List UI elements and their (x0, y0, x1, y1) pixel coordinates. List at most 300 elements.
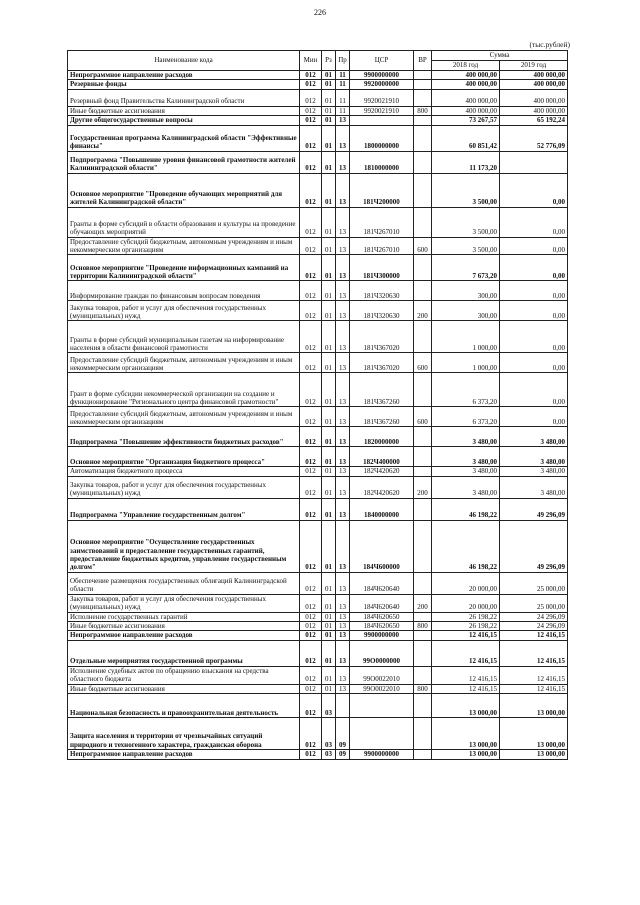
cell-min: 012 (300, 71, 322, 80)
cell-pr: 11 (336, 89, 350, 106)
cell-rz: 01 (322, 427, 336, 447)
cell-vr (414, 373, 432, 407)
cell-vr (414, 80, 432, 89)
cell-name: Непрограммное направление расходов (68, 750, 300, 759)
cell-csr: 184Ч620650 (350, 622, 414, 631)
cell-vr: 600 (414, 353, 432, 373)
header-pr: Пр (336, 51, 350, 71)
cell-pr: 13 (336, 622, 350, 631)
cell-2018: 73 267,57 (432, 116, 500, 125)
cell-2019: 13 000,00 (500, 694, 568, 718)
cell-csr (350, 694, 414, 718)
cell-min: 012 (300, 718, 322, 750)
unit-note: (тыс.рублей) (529, 40, 570, 49)
cell-2018: 3 500,00 (432, 173, 500, 207)
cell-pr: 13 (336, 572, 350, 594)
cell-pr (336, 694, 350, 718)
cell-2019: 25 000,00 (500, 594, 568, 612)
cell-2019: 12 416,15 (500, 640, 568, 666)
cell-min: 012 (300, 631, 322, 640)
cell-min: 012 (300, 237, 322, 255)
cell-min: 012 (300, 407, 322, 427)
cell-vr (414, 520, 432, 572)
cell-name: Иные бюджетные ассигнования (68, 684, 300, 693)
cell-vr (414, 631, 432, 640)
cell-csr: 181Ч300000 (350, 255, 414, 281)
table-row (68, 476, 568, 498)
cell-min: 012 (300, 207, 322, 237)
cell-pr: 13 (336, 151, 350, 173)
cell-min: 012 (300, 125, 322, 151)
table-row (68, 173, 568, 207)
cell-min: 012 (300, 467, 322, 476)
cell-csr: 184Ч600000 (350, 520, 414, 572)
cell-2019 (500, 151, 568, 173)
cell-2018: 400 000,00 (432, 106, 500, 115)
cell-rz: 01 (322, 281, 336, 301)
table-row (68, 353, 568, 373)
cell-2019: 12 416,15 (500, 666, 568, 684)
table-row (68, 373, 568, 407)
cell-rz: 01 (322, 498, 336, 520)
cell-2018: 20 000,00 (432, 572, 500, 594)
cell-rz: 01 (322, 666, 336, 684)
cell-pr: 13 (336, 684, 350, 693)
cell-min: 012 (300, 116, 322, 125)
cell-2018: 12 416,15 (432, 684, 500, 693)
cell-min: 012 (300, 640, 322, 666)
cell-name: Предоставление субсидий бюджетным, автономным учреждениям и иным некоммерческим организациям (68, 237, 300, 255)
cell-vr (414, 666, 432, 684)
cell-min: 012 (300, 106, 322, 115)
cell-csr: 181Ч367020 (350, 321, 414, 353)
cell-vr: 800 (414, 106, 432, 115)
cell-vr (414, 750, 432, 759)
budget-table (67, 50, 568, 760)
cell-csr: 9900000000 (350, 750, 414, 759)
cell-rz: 01 (322, 640, 336, 666)
cell-pr: 13 (336, 520, 350, 572)
cell-csr: 1840000000 (350, 498, 414, 520)
table-row (68, 572, 568, 594)
cell-name: Гранты в форме субсидий муниципальным газетам на информирование населения в области финансовой грамотности (68, 321, 300, 353)
cell-vr (414, 116, 432, 125)
cell-name: Подпрограмма "Повышение эффективности бюджетных расходов" (68, 427, 300, 447)
cell-name: Закупка товаров, работ и услуг для обеспечения государственных (муниципальных) нужд (68, 594, 300, 612)
cell-pr: 13 (336, 476, 350, 498)
cell-rz: 01 (322, 116, 336, 125)
cell-2018: 12 416,15 (432, 631, 500, 640)
cell-csr: 181Ч320630 (350, 301, 414, 321)
cell-pr: 13 (336, 255, 350, 281)
cell-pr: 13 (336, 666, 350, 684)
table-row (68, 750, 568, 759)
cell-pr: 13 (336, 173, 350, 207)
table-row (68, 80, 568, 89)
cell-2018: 300,00 (432, 301, 500, 321)
cell-vr (414, 612, 432, 621)
cell-rz: 01 (322, 255, 336, 281)
cell-2019: 0,00 (500, 353, 568, 373)
table-row (68, 116, 568, 125)
cell-min: 012 (300, 750, 322, 759)
cell-name: Автоматизация бюджетного процесса (68, 467, 300, 476)
cell-vr (414, 640, 432, 666)
table-row (68, 207, 568, 237)
cell-rz: 01 (322, 353, 336, 373)
cell-2019: 0,00 (500, 301, 568, 321)
cell-rz: 01 (322, 106, 336, 115)
cell-min: 012 (300, 694, 322, 718)
table-row (68, 520, 568, 572)
cell-min: 012 (300, 612, 322, 621)
cell-2019: 3 480,00 (500, 427, 568, 447)
cell-pr: 11 (336, 106, 350, 115)
header-rz: Рз (322, 51, 336, 71)
cell-2018: 60 851,42 (432, 125, 500, 151)
cell-pr: 11 (336, 80, 350, 89)
table-row (68, 666, 568, 684)
cell-csr: 181Ч200000 (350, 173, 414, 207)
cell-2018: 7 673,20 (432, 255, 500, 281)
cell-pr: 13 (336, 237, 350, 255)
cell-rz: 01 (322, 684, 336, 693)
cell-pr: 13 (336, 281, 350, 301)
cell-rz: 01 (322, 447, 336, 467)
cell-name: Исполнение государственных гарантий (68, 612, 300, 621)
cell-2018: 13 000,00 (432, 694, 500, 718)
header-csr: ЦСР (350, 51, 414, 71)
cell-rz: 01 (322, 151, 336, 173)
cell-csr: 99O0022010 (350, 684, 414, 693)
cell-rz: 01 (322, 89, 336, 106)
cell-vr: 800 (414, 622, 432, 631)
table-row (68, 447, 568, 467)
cell-name: Иные бюджетные ассигнования (68, 106, 300, 115)
cell-2018: 3 480,00 (432, 447, 500, 467)
cell-name: Защита населения и территории от чрезвычайных ситуаций природного и техногенного характера, гражданская оборона (68, 718, 300, 750)
cell-rz: 03 (322, 750, 336, 759)
cell-pr: 13 (336, 612, 350, 621)
cell-name: Непрограммное направление расходов (68, 631, 300, 640)
cell-2018: 13 000,00 (432, 718, 500, 750)
cell-csr: 182Ч400000 (350, 447, 414, 467)
cell-2019: 400 000,00 (500, 89, 568, 106)
cell-vr (414, 427, 432, 447)
cell-2019: 400 000,00 (500, 106, 568, 115)
cell-csr: 181Ч267010 (350, 237, 414, 255)
cell-pr: 13 (336, 321, 350, 353)
cell-rz: 01 (322, 476, 336, 498)
cell-2018: 6 373,20 (432, 373, 500, 407)
cell-csr: 184Ч620650 (350, 612, 414, 621)
cell-csr: 99O0022010 (350, 666, 414, 684)
table-row (68, 321, 568, 353)
cell-csr: 181Ч267010 (350, 207, 414, 237)
table-row (68, 255, 568, 281)
cell-2019: 12 416,15 (500, 631, 568, 640)
table-row (68, 622, 568, 631)
table-row (68, 612, 568, 621)
cell-2019: 0,00 (500, 255, 568, 281)
cell-2018: 26 198,22 (432, 622, 500, 631)
cell-min: 012 (300, 498, 322, 520)
cell-name: Гранты в форме субсидий в области образования и культуры на проведение обучающих мероприятий (68, 207, 300, 237)
cell-name: Информирование граждан по финансовым вопросам поведения (68, 281, 300, 301)
cell-pr: 13 (336, 594, 350, 612)
cell-2018: 400 000,00 (432, 80, 500, 89)
page-number: 226 (314, 8, 326, 17)
cell-pr: 13 (336, 640, 350, 666)
cell-name: Основное мероприятие "Проведение информационных кампаний на территории Калининградской области" (68, 255, 300, 281)
cell-pr: 13 (336, 427, 350, 447)
cell-name: Подпрограмма "Управление государственным долгом" (68, 498, 300, 520)
cell-min: 012 (300, 666, 322, 684)
cell-2018: 3 480,00 (432, 467, 500, 476)
cell-2019: 400 000,00 (500, 71, 568, 80)
table-row (68, 718, 568, 750)
cell-pr: 13 (336, 467, 350, 476)
cell-pr: 13 (336, 207, 350, 237)
table-row (68, 106, 568, 115)
header-sum: Сумма (432, 51, 568, 61)
cell-csr: 1820000000 (350, 427, 414, 447)
cell-min: 012 (300, 321, 322, 353)
cell-csr: 9900000000 (350, 631, 414, 640)
cell-2018: 12 416,15 (432, 666, 500, 684)
cell-name: Иные бюджетные ассигнования (68, 622, 300, 631)
cell-min: 012 (300, 447, 322, 467)
table-row (68, 237, 568, 255)
table-row (68, 125, 568, 151)
cell-name: Основное мероприятие "Проведение обучающих мероприятий для жителей Калининградской области" (68, 173, 300, 207)
cell-pr: 13 (336, 301, 350, 321)
cell-2018: 12 416,15 (432, 640, 500, 666)
cell-csr (350, 718, 414, 750)
cell-rz: 01 (322, 467, 336, 476)
cell-name: Основное мероприятие "Осуществление государственных заимствований и предоставление государственных гарантий, предоставление бюджетных кредитов, управление государственным долгом" (68, 520, 300, 572)
cell-2018: 46 198,22 (432, 520, 500, 572)
cell-name: Обеспечение размещения государственных облигаций Калининградской области (68, 572, 300, 594)
cell-2019: 3 480,00 (500, 476, 568, 498)
cell-vr: 200 (414, 476, 432, 498)
cell-2019: 24 296,09 (500, 622, 568, 631)
cell-vr (414, 125, 432, 151)
table-row (68, 631, 568, 640)
cell-pr: 13 (336, 353, 350, 373)
header-vr: ВР (414, 51, 432, 71)
cell-2019: 49 296,09 (500, 498, 568, 520)
table-row (68, 640, 568, 666)
table-body (68, 71, 568, 760)
cell-2018: 6 373,20 (432, 407, 500, 427)
cell-vr (414, 255, 432, 281)
cell-2019: 3 480,00 (500, 447, 568, 467)
cell-csr: 1800000000 (350, 125, 414, 151)
cell-2018: 400 000,00 (432, 89, 500, 106)
cell-csr: 184Ч620640 (350, 572, 414, 594)
cell-2019: 13 000,00 (500, 750, 568, 759)
cell-rz: 01 (322, 407, 336, 427)
table-row (68, 594, 568, 612)
cell-csr: 182Ч420620 (350, 476, 414, 498)
cell-2019: 12 416,15 (500, 684, 568, 693)
cell-pr: 13 (336, 125, 350, 151)
cell-vr (414, 281, 432, 301)
cell-pr: 13 (336, 447, 350, 467)
cell-min: 012 (300, 476, 322, 498)
cell-rz: 01 (322, 80, 336, 89)
cell-vr (414, 447, 432, 467)
cell-2019: 0,00 (500, 321, 568, 353)
cell-vr: 600 (414, 407, 432, 427)
cell-2019: 25 000,00 (500, 572, 568, 594)
cell-vr (414, 173, 432, 207)
cell-name: Предоставление субсидий бюджетным, автономным учреждениям и иным некоммерческим организациям (68, 407, 300, 427)
cell-min: 012 (300, 173, 322, 207)
cell-min: 012 (300, 572, 322, 594)
cell-min: 012 (300, 427, 322, 447)
cell-vr (414, 71, 432, 80)
cell-2019: 24 296,09 (500, 612, 568, 621)
cell-csr: 9920021910 (350, 106, 414, 115)
cell-2018: 20 000,00 (432, 594, 500, 612)
cell-vr (414, 151, 432, 173)
cell-name: Непрограммное направление расходов (68, 71, 300, 80)
cell-min: 012 (300, 281, 322, 301)
cell-vr: 200 (414, 301, 432, 321)
cell-pr: 13 (336, 116, 350, 125)
cell-min: 012 (300, 80, 322, 89)
cell-2018: 11 173,20 (432, 151, 500, 173)
header-name: Наименование кода (68, 51, 300, 71)
cell-rz: 01 (322, 237, 336, 255)
cell-rz: 01 (322, 373, 336, 407)
table-row (68, 151, 568, 173)
cell-name: Отдельные мероприятия государственной программы (68, 640, 300, 666)
cell-rz: 01 (322, 631, 336, 640)
cell-pr: 13 (336, 407, 350, 427)
cell-min: 012 (300, 373, 322, 407)
cell-csr (350, 116, 414, 125)
cell-name: Основное мероприятие "Организация бюджетного процесса" (68, 447, 300, 467)
cell-pr: 11 (336, 71, 350, 80)
cell-vr (414, 572, 432, 594)
cell-2019: 3 480,00 (500, 467, 568, 476)
header-min: Мин (300, 51, 322, 71)
cell-min: 012 (300, 594, 322, 612)
table-row (68, 89, 568, 106)
cell-rz: 01 (322, 71, 336, 80)
cell-2019: 0,00 (500, 373, 568, 407)
cell-2019: 400 000,00 (500, 80, 568, 89)
cell-name: Закупка товаров, работ и услуг для обеспечения государственных (муниципальных) нужд (68, 476, 300, 498)
cell-csr: 9920000000 (350, 80, 414, 89)
cell-pr: 09 (336, 718, 350, 750)
cell-2019: 49 296,09 (500, 520, 568, 572)
table-row (68, 498, 568, 520)
cell-min: 012 (300, 353, 322, 373)
table-header (68, 51, 568, 71)
cell-2019: 13 000,00 (500, 718, 568, 750)
cell-rz: 03 (322, 694, 336, 718)
cell-rz: 01 (322, 301, 336, 321)
cell-vr: 600 (414, 237, 432, 255)
cell-rz: 01 (322, 520, 336, 572)
cell-csr: 182Ч420620 (350, 467, 414, 476)
cell-min: 012 (300, 89, 322, 106)
cell-2018: 3 480,00 (432, 427, 500, 447)
table-row (68, 684, 568, 693)
cell-2019: 0,00 (500, 407, 568, 427)
cell-name: Национальная безопасность и правоохранительная деятельность (68, 694, 300, 718)
cell-csr: 181Ч320630 (350, 281, 414, 301)
cell-rz: 01 (322, 612, 336, 621)
cell-name: Исполнение судебных актов по обращению взыскания на средства областного бюджета (68, 666, 300, 684)
cell-vr (414, 207, 432, 237)
cell-csr: 181Ч367260 (350, 373, 414, 407)
cell-vr (414, 321, 432, 353)
table-row (68, 467, 568, 476)
cell-min: 012 (300, 622, 322, 631)
cell-name: Резервные фонды (68, 80, 300, 89)
cell-name: Предоставление субсидий бюджетным, автономным учреждениям и иным некоммерческим организациям (68, 353, 300, 373)
cell-vr: 200 (414, 594, 432, 612)
cell-vr: 800 (414, 684, 432, 693)
cell-name: Другие общегосударственные вопросы (68, 116, 300, 125)
cell-rz: 01 (322, 321, 336, 353)
cell-min: 012 (300, 684, 322, 693)
table-row (68, 407, 568, 427)
cell-pr: 13 (336, 631, 350, 640)
cell-2019: 65 192,24 (500, 116, 568, 125)
cell-rz: 01 (322, 125, 336, 151)
cell-2018: 300,00 (432, 281, 500, 301)
cell-2018: 26 198,22 (432, 612, 500, 621)
table-row (68, 694, 568, 718)
table-row (68, 281, 568, 301)
cell-2018: 13 000,00 (432, 750, 500, 759)
cell-2018: 3 480,00 (432, 476, 500, 498)
cell-pr: 13 (336, 373, 350, 407)
cell-name: Грант в форме субсидии некоммерческой организации на создание и функционирование "Регионального центра финансовой грамотности" (68, 373, 300, 407)
cell-2019: 52 776,09 (500, 125, 568, 151)
cell-rz: 01 (322, 207, 336, 237)
cell-csr: 184Ч620640 (350, 594, 414, 612)
cell-rz: 01 (322, 594, 336, 612)
cell-2018: 46 198,22 (432, 498, 500, 520)
cell-2018: 3 500,00 (432, 207, 500, 237)
cell-rz: 03 (322, 718, 336, 750)
cell-min: 012 (300, 255, 322, 281)
cell-name: Подпрограмма "Повышение уровня финансовой грамотности жителей Калининградской области" (68, 151, 300, 173)
cell-2018: 400 000,00 (432, 71, 500, 80)
table-row (68, 71, 568, 80)
cell-csr: 9920021910 (350, 89, 414, 106)
cell-2018: 1 000,00 (432, 321, 500, 353)
table-row (68, 301, 568, 321)
cell-csr: 9900000000 (350, 71, 414, 80)
cell-csr: 1810000000 (350, 151, 414, 173)
cell-2018: 1 000,00 (432, 353, 500, 373)
cell-rz: 01 (322, 572, 336, 594)
cell-min: 012 (300, 301, 322, 321)
table-row (68, 427, 568, 447)
cell-2019: 0,00 (500, 237, 568, 255)
cell-rz: 01 (322, 622, 336, 631)
header-2019: 2019 год (500, 61, 568, 71)
cell-2018: 3 500,00 (432, 237, 500, 255)
